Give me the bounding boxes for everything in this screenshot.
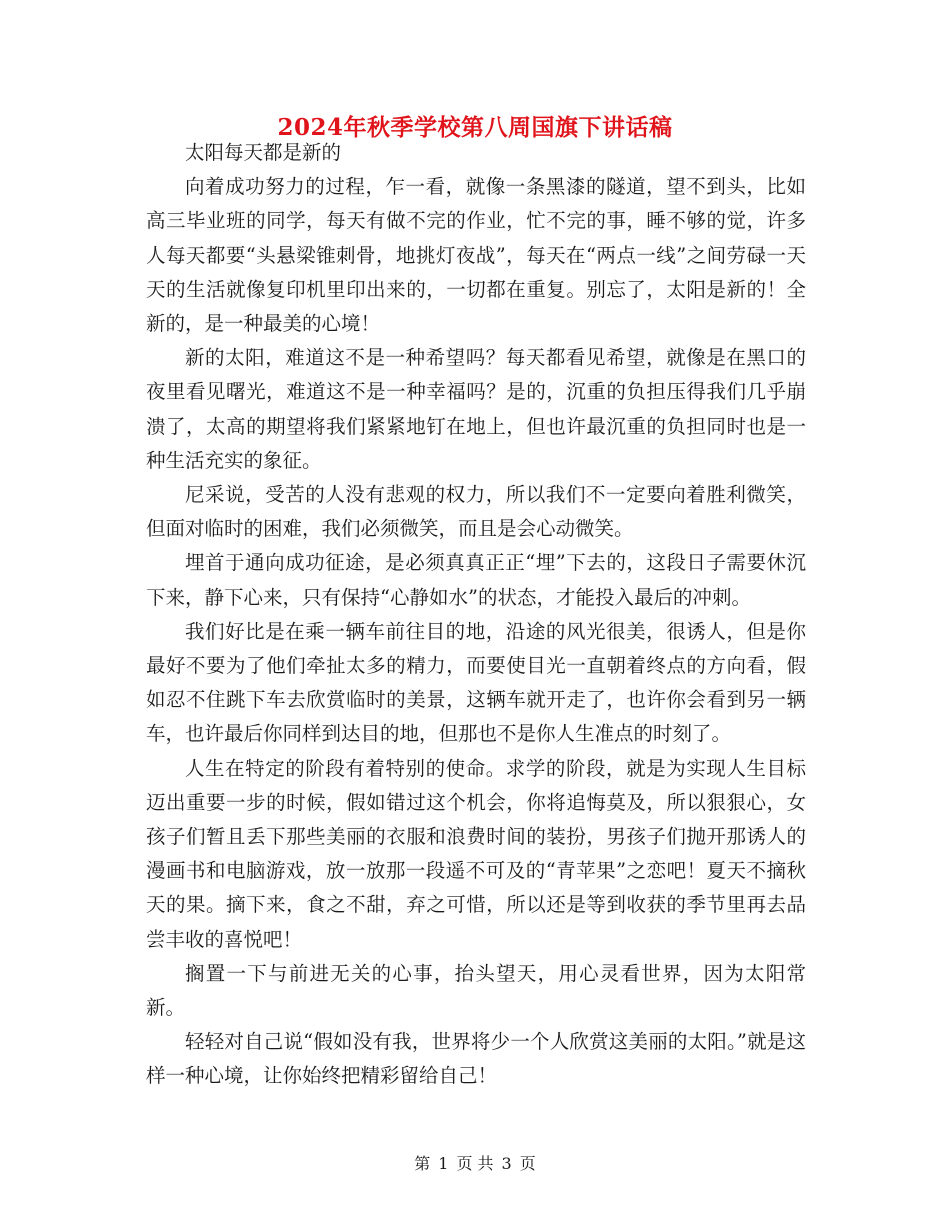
paragraph: 尼采说，受苦的人没有悲观的权力，所以我们不一定要向着胜利微笑，但面对临时的困难，我们必须微笑，而且是会心动微笑。 <box>146 483 806 541</box>
paragraph-subtitle: 太阳每天都是新的 <box>185 141 342 164</box>
paragraph: 埋首于通向成功征途，是必须真真正正“埋”下去的，这段日子需要休沉下来，静下心来，只有保持“心静如水”的状态，才能投入最后的冲刺。 <box>146 551 806 609</box>
document-title: 2024年秋季学校第八周国旗下讲话稿 <box>277 114 673 141</box>
footer-suffix: 页 <box>519 1154 536 1173</box>
footer-prefix: 第 <box>414 1154 431 1173</box>
paragraph: 搁置一下与前进无关的心事，抬头望天，用心灵看世界，因为太阳常新。 <box>146 961 806 1020</box>
paragraph: 向着成功努力的过程，乍一看，就像一条黑漆的隧道，望不到头，比如高三毕业班的同学，每天有做不完的作业，忙不完的事，睡不够的觉，许多人每天都要“头悬梁锥刺骨，地挑灯夜战”，每天在“两点一线”之间劳碌一天天的生活就像复印机里印出来的，一切都在重复。别忘了，太阳是新的！全新的，是一种最美的心境！ <box>146 175 806 336</box>
document-body <box>146 136 806 1094</box>
paragraph: 轻轻对自己说“假如没有我，世界将少一个人欣赏这美丽的太阳。”就是这样一种心境，让你始终把精彩留给自己！ <box>146 1030 806 1088</box>
paragraph: 新的太阳，难道这不是一种希望吗？每天都看见希望，就像是在黑口的夜里看见曙光，难道这不是一种幸福吗？是的，沉重的负担压得我们几乎崩溃了，太高的期望将我们紧紧地钉在地上，但也许最沉重的负担同时也是一种生活充实的象征。 <box>146 346 806 472</box>
footer-middle: 页 共 <box>456 1154 494 1173</box>
paragraph: 我们好比是在乘一辆车前往目的地，沿途的风光很美，很诱人，但是你最好不要为了他们牵扯太多的精力，而要使目光一直朝着终点的方向看，假如忍不住跳下车去欣赏临时的美景，这辆车就开走了，也许你会看到另一辆车，也许最后你同样到达目的地，但那也不是你人生准点的时刻了。 <box>146 619 806 746</box>
page-footer <box>0 1152 950 1176</box>
paragraph: 人生在特定的阶段有着特别的使命。求学的阶段，就是为实现人生目标迈出重要一步的时候，假如错过这个机会，你将追悔莫及，所以狠狠心，女孩子们暂且丢下那些美丽的衣服和浪费时间的装扮，男孩子们抛开那诱人的漫画书和电脑游戏，放一放那一段遥不可及的“青苹果”之恋吧！夏天不摘秋天的果。摘下来，食之不甜，弃之可惜，所以还是等到收获的季节里再去品尝丰收的喜悦吧！ <box>146 756 806 951</box>
footer-total-pages: 3 <box>501 1154 512 1173</box>
footer-page-number: 1 <box>438 1154 449 1173</box>
